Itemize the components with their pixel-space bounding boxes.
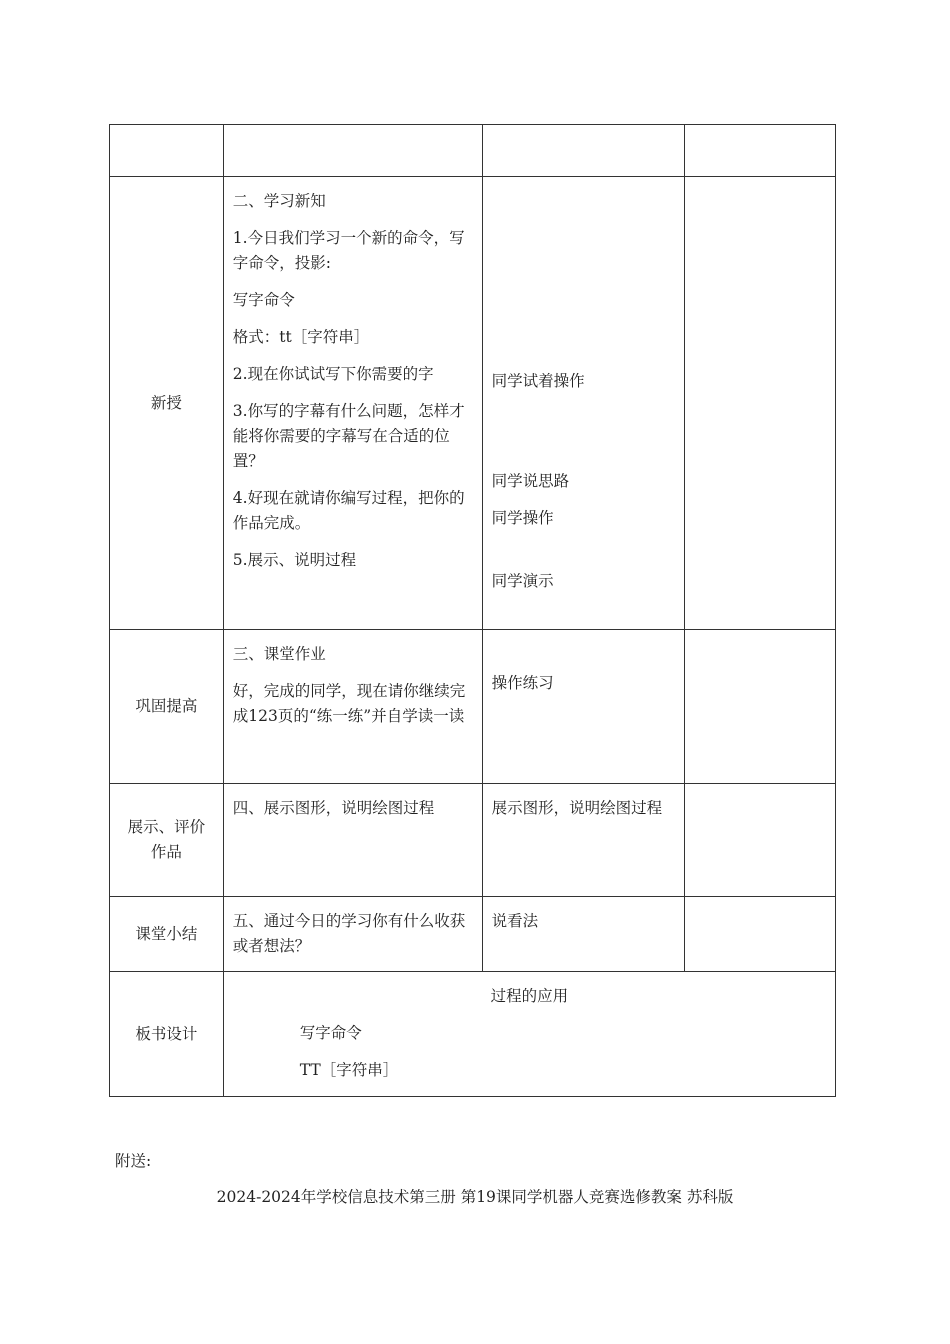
student-activity-xiaojie — [482, 897, 684, 972]
student-activity-zhanshi — [482, 784, 684, 897]
teacher-text: 5.展示、说明过程 — [232, 551, 357, 569]
table-cell — [684, 125, 835, 177]
student-text: 展示图形，说明绘图过程 — [491, 799, 663, 817]
table-row-empty-header — [110, 125, 836, 177]
student-text: 同学说思路 — [491, 472, 570, 490]
table-cell — [684, 177, 835, 630]
teacher-activity-xiaojie — [223, 897, 482, 972]
board-title: 过程的应用 — [490, 987, 569, 1005]
teacher-text: 五、通过今日的学习你有什么收获或者想法？ — [232, 912, 466, 955]
table-cell — [684, 897, 835, 972]
teacher-text: 2.现在你试试写下你需要的字 — [232, 365, 434, 383]
teacher-text: 好，完成的同学，现在请你继续完成123页的“练一练”并自学读一读 — [232, 682, 466, 725]
row-label-zhanshi: 展示、评价作品 — [110, 784, 224, 897]
table-row-zhanshi — [110, 784, 836, 897]
table-cell — [482, 125, 684, 177]
row-label-banshu: 板书设计 — [110, 972, 224, 1097]
teacher-text: 三、课堂作业 — [232, 645, 326, 663]
teacher-text: 4.好现在就请你编写过程，把你的作品完成。 — [232, 489, 465, 532]
table-cell — [223, 125, 482, 177]
board-line: 写字命令 — [299, 1024, 362, 1042]
teacher-activity-gonggu — [223, 630, 482, 784]
teacher-text: 1.今日我们学习一个新的命令，写字命令，投影: — [232, 229, 465, 272]
student-activity-gonggu — [482, 630, 684, 784]
table-row-xiaojie — [110, 897, 836, 972]
teacher-text: 四、展示图形，说明绘图过程 — [232, 799, 435, 817]
table-cell — [684, 630, 835, 784]
board-design-cell — [223, 972, 835, 1097]
row-label-gonggu: 巩固提高 — [110, 630, 224, 784]
student-text: 同学演示 — [491, 572, 554, 590]
student-text: 操作练习 — [491, 674, 554, 692]
next-document-title: 2024-2024年学校信息技术第三册 第19课同学机器人竞赛选修教案 苏科版 — [216, 1188, 734, 1206]
row-label-xinshou: 新授 — [110, 177, 224, 630]
board-line: TT［字符串］ — [299, 1061, 399, 1079]
appendix-label: 附送: — [115, 1152, 152, 1170]
table-cell — [110, 125, 224, 177]
row-label-xiaojie: 课堂小结 — [110, 897, 224, 972]
student-text: 同学操作 — [491, 509, 554, 527]
student-text: 同学试着操作 — [491, 372, 585, 390]
table-cell — [684, 784, 835, 897]
teacher-activity-zhanshi — [223, 784, 482, 897]
teacher-text: 二、学习新知 — [232, 192, 326, 210]
table-row-xinshou — [110, 177, 836, 630]
student-activity-xinshou — [482, 177, 684, 630]
lesson-plan-table — [109, 124, 836, 1097]
teacher-text: 格式：tt［字符串］ — [232, 328, 370, 346]
teacher-text: 3.你写的字幕有什么问题，怎样才能将你需要的字幕写在合适的位置？ — [232, 402, 465, 470]
table-row-banshu — [110, 972, 836, 1097]
student-text: 说看法 — [491, 912, 539, 930]
teacher-text: 写字命令 — [232, 291, 295, 309]
table-row-gonggu — [110, 630, 836, 784]
teacher-activity-xinshou — [223, 177, 482, 630]
